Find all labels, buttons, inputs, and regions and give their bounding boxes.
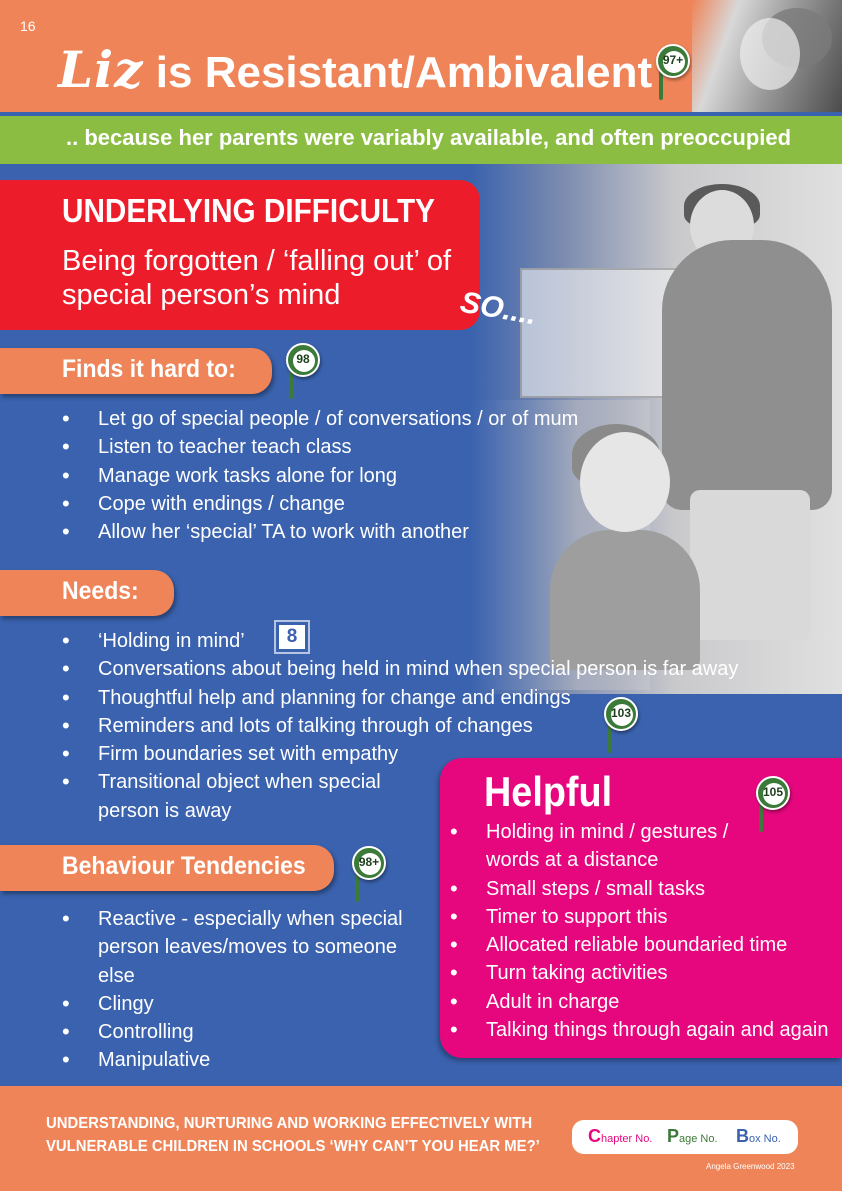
helpful-list [450,818,836,1044]
page-badge-103-icon [604,697,644,757]
page-number: 16 [20,18,36,34]
so-label: SO.... [457,285,540,332]
list-item: • ‘Holding in mind’ [62,627,742,655]
list-item: • Turn taking activities [450,959,836,987]
page-badge-header-label: 97+ [662,53,684,67]
footer-line-1: UNDERSTANDING, NURTURING AND WORKING EFFECTIVELY WITH [46,1115,533,1132]
list-item: • Adult in charge [450,988,836,1016]
teacher-figure-legs [690,490,810,640]
list-item: • Clingy [62,990,432,1018]
list-item: • Allow her ‘special’ TA to work with another [62,518,582,546]
teacher-figure [662,240,832,510]
list-item: • Small steps / small tasks [450,875,836,903]
list-item: • Let go of special people / of conversations / or of mum [62,405,582,433]
list-item: • Controlling [62,1018,432,1046]
underlying-difficulty-heading: UNDERLYING DIFFICULTY [62,192,435,229]
legend-box-rest: ox No. [749,1133,781,1145]
page-badge-105-label: 105 [762,785,784,799]
finds-hard-list [62,405,582,546]
legend-box-initial: B [736,1126,749,1146]
subtitle-text: .. because her parents were variably available, and often preoccupied [66,125,792,150]
page-badge-98-label: 98 [296,352,310,366]
page-badge-header-icon [656,44,696,104]
page-badge-98plus-label: 98+ [358,855,380,869]
list-item: • Thoughtful help and planning for change and endings [62,684,742,712]
page-badge-98plus-icon [352,846,392,906]
behaviour-list [62,905,432,1075]
legend-page-initial: P [667,1126,680,1146]
list-item: • Timer to support this [450,903,836,931]
list-item: • Reminders and lots of talking through of changes [62,712,742,740]
page-badge-103-label: 103 [610,706,632,720]
helpful-title: Helpful [484,768,613,815]
list-item: • Manipulative [62,1046,432,1074]
behaviour-label: Behaviour Tendencies [62,852,306,880]
legend-chapter [588,1126,652,1147]
reference-legend [572,1120,798,1154]
box-badge-8-icon: 8 [276,622,308,652]
copyright-text: Angela Greenwood 2023 [706,1162,795,1171]
list-item: • Conversations about being held in mind when special person is far away [62,655,742,683]
list-item: • Allocated reliable boundaried time [450,931,836,959]
legend-chapter-rest: hapter No. [601,1133,653,1145]
legend-page [667,1126,718,1147]
footer-book-title [46,1112,540,1158]
needs-label: Needs: [62,577,139,605]
list-item: • Cope with endings / change [62,490,582,518]
list-item: • Talking things through again and again [450,1016,836,1044]
child-figure-head [580,432,670,532]
legend-page-rest: age No. [679,1133,718,1145]
legend-box [736,1126,781,1147]
legend-chapter-initial: C [588,1126,601,1146]
list-item: • Reactive - especially when special person leaves/moves to someone else [62,905,432,990]
underlying-difficulty-text: Being forgotten / ‘falling out’ of special person’s mind [62,245,452,311]
list-item: • Manage work tasks alone for long [62,462,582,490]
list-item: • Transitional object when special person is away [62,768,402,825]
page-badge-98-icon [286,343,326,403]
title-name: Liz [58,40,144,99]
title-rest: is Resistant/Ambivalent [143,48,653,97]
list-item: • Holding in mind / gestures / words at a distance [450,818,730,875]
list-item: • Listen to teacher teach class [62,433,582,461]
finds-hard-label: Finds it hard to: [62,355,236,383]
child-photo-header [692,0,842,112]
page-title [58,40,652,99]
footer-line-2: VULNERABLE CHILDREN IN SCHOOLS ‘WHY CAN’T YOU HEAR ME?’ [46,1138,540,1155]
list-item: • Firm boundaries set with empathy [62,740,742,768]
